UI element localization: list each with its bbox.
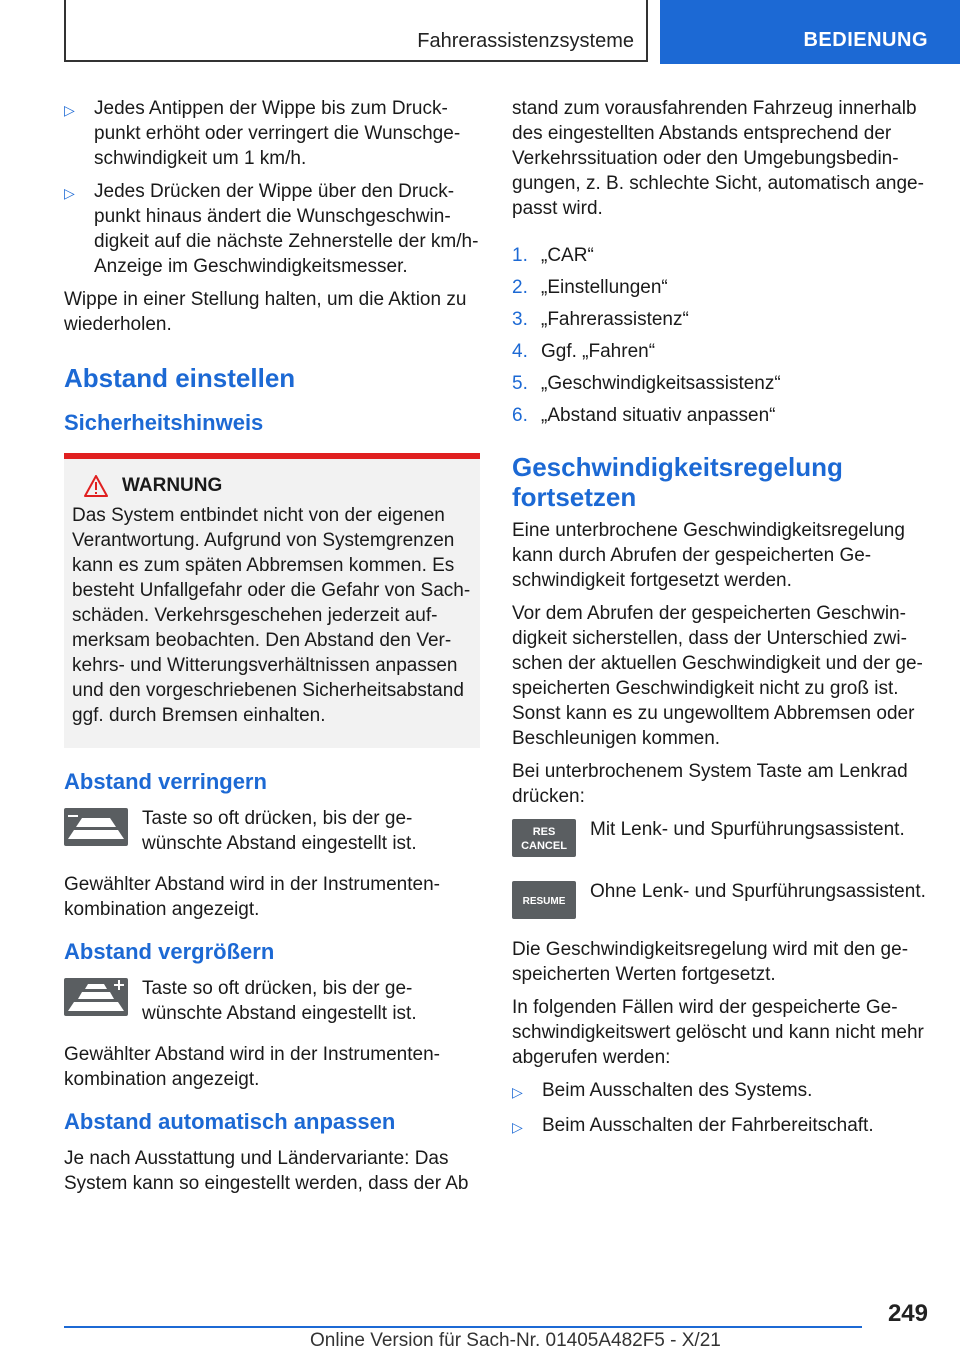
triangle-bullet-icon: ▷ — [512, 1084, 523, 1100]
paragraph: Die Geschwindigkeitsregelung wird mit den gespeicherten Werten fortgesetzt. — [512, 939, 909, 985]
step-text: „Geschwindigkeitsassistenz“ — [541, 373, 781, 394]
distance-decrease-icon — [64, 808, 128, 846]
step-number: 1. — [512, 245, 528, 266]
button-description-text: Taste so oft drücken, bis der gewünschte Abstand eingestellt ist. — [142, 978, 417, 1024]
list-item-text: Jedes Drücken der Wippe über den Druckpunkt hinaus ändert die Wunschgeschwindigkeit auf die nächste Zehnerstelle der km/h-Anzeige im Geschwindigkeitsmesser. — [94, 181, 479, 277]
paragraph: Je nach Ausstattung und Ländervariante: Das System kann so eingestellt werden, dass der Ab — [64, 1148, 469, 1194]
distance-increase-icon — [64, 978, 128, 1016]
paragraph: Vor dem Abrufen der gespeicherten Geschwindigkeit sicherstellen, dass der Unterschied zwischen der aktuellen Geschwindigkeit und der gespeicherten Geschwindigkeit nicht zu groß ist. Sonst kann es zu ungewolltem Abbremsen oder Beschleunigen kommen. — [512, 603, 923, 749]
subsection-heading: Sicherheitshinweis — [64, 410, 264, 435]
paragraph: stand zum vorausfahrenden Fahrzeug innerhalb des eingestellten Abstands entsprechend der Verkehrssituation oder den Umgebungsbedingungen, z. B. schlechte Sicht, automatisch angepasst wird. — [512, 98, 924, 219]
list-item-text: Beim Ausschalten des Systems. — [542, 1080, 813, 1101]
list-item — [512, 1113, 928, 1140]
subsection-heading: Abstand verringern — [64, 769, 267, 794]
triangle-bullet-icon: ▷ — [64, 102, 75, 118]
numbered-step — [512, 371, 928, 396]
step-text: „CAR“ — [541, 245, 594, 266]
paragraph: In folgenden Fällen wird der gespeicherte Geschwindigkeitswert gelöscht und kann nicht mehr abgerufen werden: — [512, 997, 924, 1068]
warning-title-text: WARNUNG — [122, 475, 223, 496]
warning-title — [72, 475, 472, 497]
list-item-text: Jedes Antippen der Wippe bis zum Druckpunkt erhöht oder verringert die Wunschgeschwindigkeit um 1 km/h. — [94, 98, 461, 169]
footer-divider — [64, 1326, 862, 1328]
list-item — [512, 1078, 928, 1105]
triangle-bullet-icon: ▷ — [64, 185, 75, 201]
button-description-text: Taste so oft drücken, bis der gewünschte Abstand eingestellt ist. — [142, 808, 417, 854]
paragraph: Bei unterbrochenem System Taste am Lenkrad drücken: — [512, 761, 908, 807]
button-description-text: Ohne Lenk- und Spurführungsassistent. — [590, 881, 926, 902]
numbered-step — [512, 339, 928, 364]
button-description — [512, 879, 928, 919]
paragraph: Gewählter Abstand wird in der Instrumentenkombination angezeigt. — [64, 1044, 440, 1090]
step-text: „Abstand situativ anpassen“ — [541, 405, 776, 426]
section-label: BEDIENUNG — [803, 29, 928, 51]
step-text: „Einstellungen“ — [541, 277, 668, 298]
warning-text: Das System entbindet nicht von der eigenen Verantwortung. Aufgrund von Systemgrenzen kann es zum späten Abbremsen kommen. Es besteht Unfallgefahr oder die Gefahr von Sachschäden. Verkehrsgeschehen jederzeit aufmerksam beobachten. Den Abstand den Verkehrs- und Witterungsverhältnissen anpassen und den vorgeschriebenen Sicherheitsabstand ggf. durch Bremsen einhalten. — [72, 505, 471, 726]
button-description — [512, 817, 928, 857]
chapter-title: Fahrerassistenzsysteme — [417, 30, 634, 52]
step-text: „Fahrerassistenz“ — [541, 309, 689, 330]
numbered-step — [512, 275, 928, 300]
footer-text: Online Version für Sach-Nr. 01405A482F5 - X/21 — [310, 1330, 721, 1351]
left-column — [64, 96, 480, 1204]
list-item — [64, 96, 480, 171]
triangle-bullet-icon: ▷ — [512, 1119, 523, 1135]
step-number: 3. — [512, 309, 528, 330]
res-cancel-button-icon — [512, 819, 576, 857]
step-number: 2. — [512, 277, 528, 298]
button-description — [64, 976, 480, 1026]
warning-triangle-icon — [84, 475, 108, 497]
list-item — [64, 179, 480, 279]
subsection-heading: Abstand vergrößern — [64, 939, 275, 964]
res-label: RES — [532, 826, 556, 838]
section-heading: Abstand einstellen — [64, 363, 296, 393]
warning-box — [64, 453, 480, 748]
cancel-label: CANCEL — [521, 840, 567, 852]
button-description-text: Mit Lenk- und Spurführungsassistent. — [590, 819, 905, 840]
right-column — [512, 96, 928, 1148]
step-number: 5. — [512, 373, 528, 394]
list-item-text: Beim Ausschalten der Fahrbereitschaft. — [542, 1115, 874, 1136]
button-description — [64, 806, 480, 856]
step-number: 4. — [512, 341, 528, 362]
numbered-step — [512, 307, 928, 332]
section-tab — [660, 0, 960, 64]
resume-button-icon — [512, 881, 576, 919]
paragraph: Eine unterbrochene Geschwindigkeitsregelung kann durch Abrufen der gespeicherten Geschwindigkeit fortgesetzt werden. — [512, 520, 905, 591]
step-number: 6. — [512, 405, 528, 426]
step-text: Ggf. „Fahren“ — [541, 341, 656, 362]
paragraph: Wippe in einer Stellung halten, um die Aktion zu wiederholen. — [64, 289, 467, 335]
numbered-step — [512, 243, 928, 268]
subsection-heading: Abstand automatisch anpassen — [64, 1109, 396, 1134]
header-frame — [64, 0, 648, 62]
numbered-step — [512, 403, 928, 428]
paragraph: Gewählter Abstand wird in der Instrumentenkombination angezeigt. — [64, 874, 440, 920]
page-number: 249 — [887, 1300, 928, 1327]
section-heading: Geschwindigkeitsregelung fortsetzen — [512, 452, 843, 512]
resume-label: RESUME — [522, 896, 566, 907]
